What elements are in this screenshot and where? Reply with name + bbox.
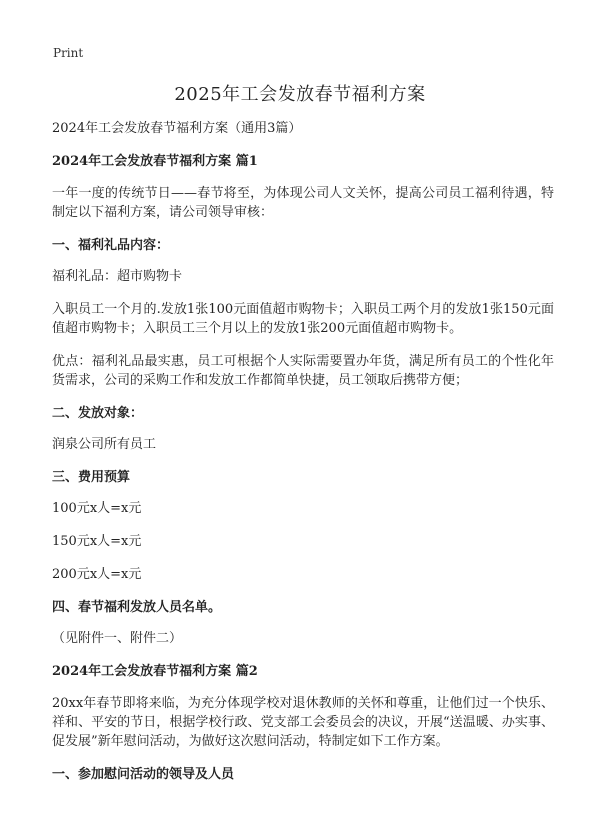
budget-line: 200元x人=x元 (52, 567, 142, 582)
article-heading: 2024年工会发放春节福利方案 篇1 (52, 154, 258, 169)
section-heading: 四、春节福利发放人员名单。 (52, 600, 222, 615)
paragraph: 润泉公司所有员工 (52, 437, 157, 452)
paragraph: 20xx年春节即将来临，为充分体现学校对退休教师的关怀和尊重，让他们过一个快乐、祥和、平安的节日，根据学校行政、党支部工会委员会的决议，开展“送温暖、办实事、促发展”新年慰问活动，为做好这次慰问活动，特制定如下工作方案。 (52, 696, 554, 749)
budget-line: 100元x人=x元 (52, 501, 142, 516)
paragraph: 入职员工一个月的.发放1张100元面值超市购物卡；入职员工两个月的发放1张150元面值超市购物卡；入职员工三个月以上的发放1张200元面值超市购物卡。 (52, 302, 554, 336)
document-subtitle: 2024年工会发放春节福利方案（通用3篇） (52, 121, 302, 136)
paragraph: 优点：福利礼品最实惠，员工可根据个人实际需要置办年货，满足所有员工的个性化年货需求，公司的采购工作和发放工作都简单快捷，员工领取后携带方便； (52, 354, 554, 388)
print-link[interactable]: Print (53, 46, 84, 60)
section-heading: 一、福利礼品内容： (52, 238, 170, 253)
section-heading: 二、发放对象： (52, 406, 144, 421)
page-title: 2025年工会发放春节福利方案 (174, 84, 426, 105)
paragraph: （见附件一、附件二） (52, 631, 183, 646)
document-body (52, 119, 554, 796)
section-heading: 一、参加慰问活动的领导及人员 (52, 767, 235, 782)
paragraph: 一年一度的传统节日——春节将至，为体现公司人文关怀，提高公司员工福利待遇，特制定以下福利方案，请公司领导审核： (52, 186, 554, 220)
budget-line: 150元x人=x元 (52, 534, 142, 549)
paragraph: 福利礼品：超市购物卡 (52, 269, 183, 284)
section-heading: 三、费用预算 (52, 470, 131, 485)
article-heading: 2024年工会发放春节福利方案 篇2 (52, 664, 258, 679)
